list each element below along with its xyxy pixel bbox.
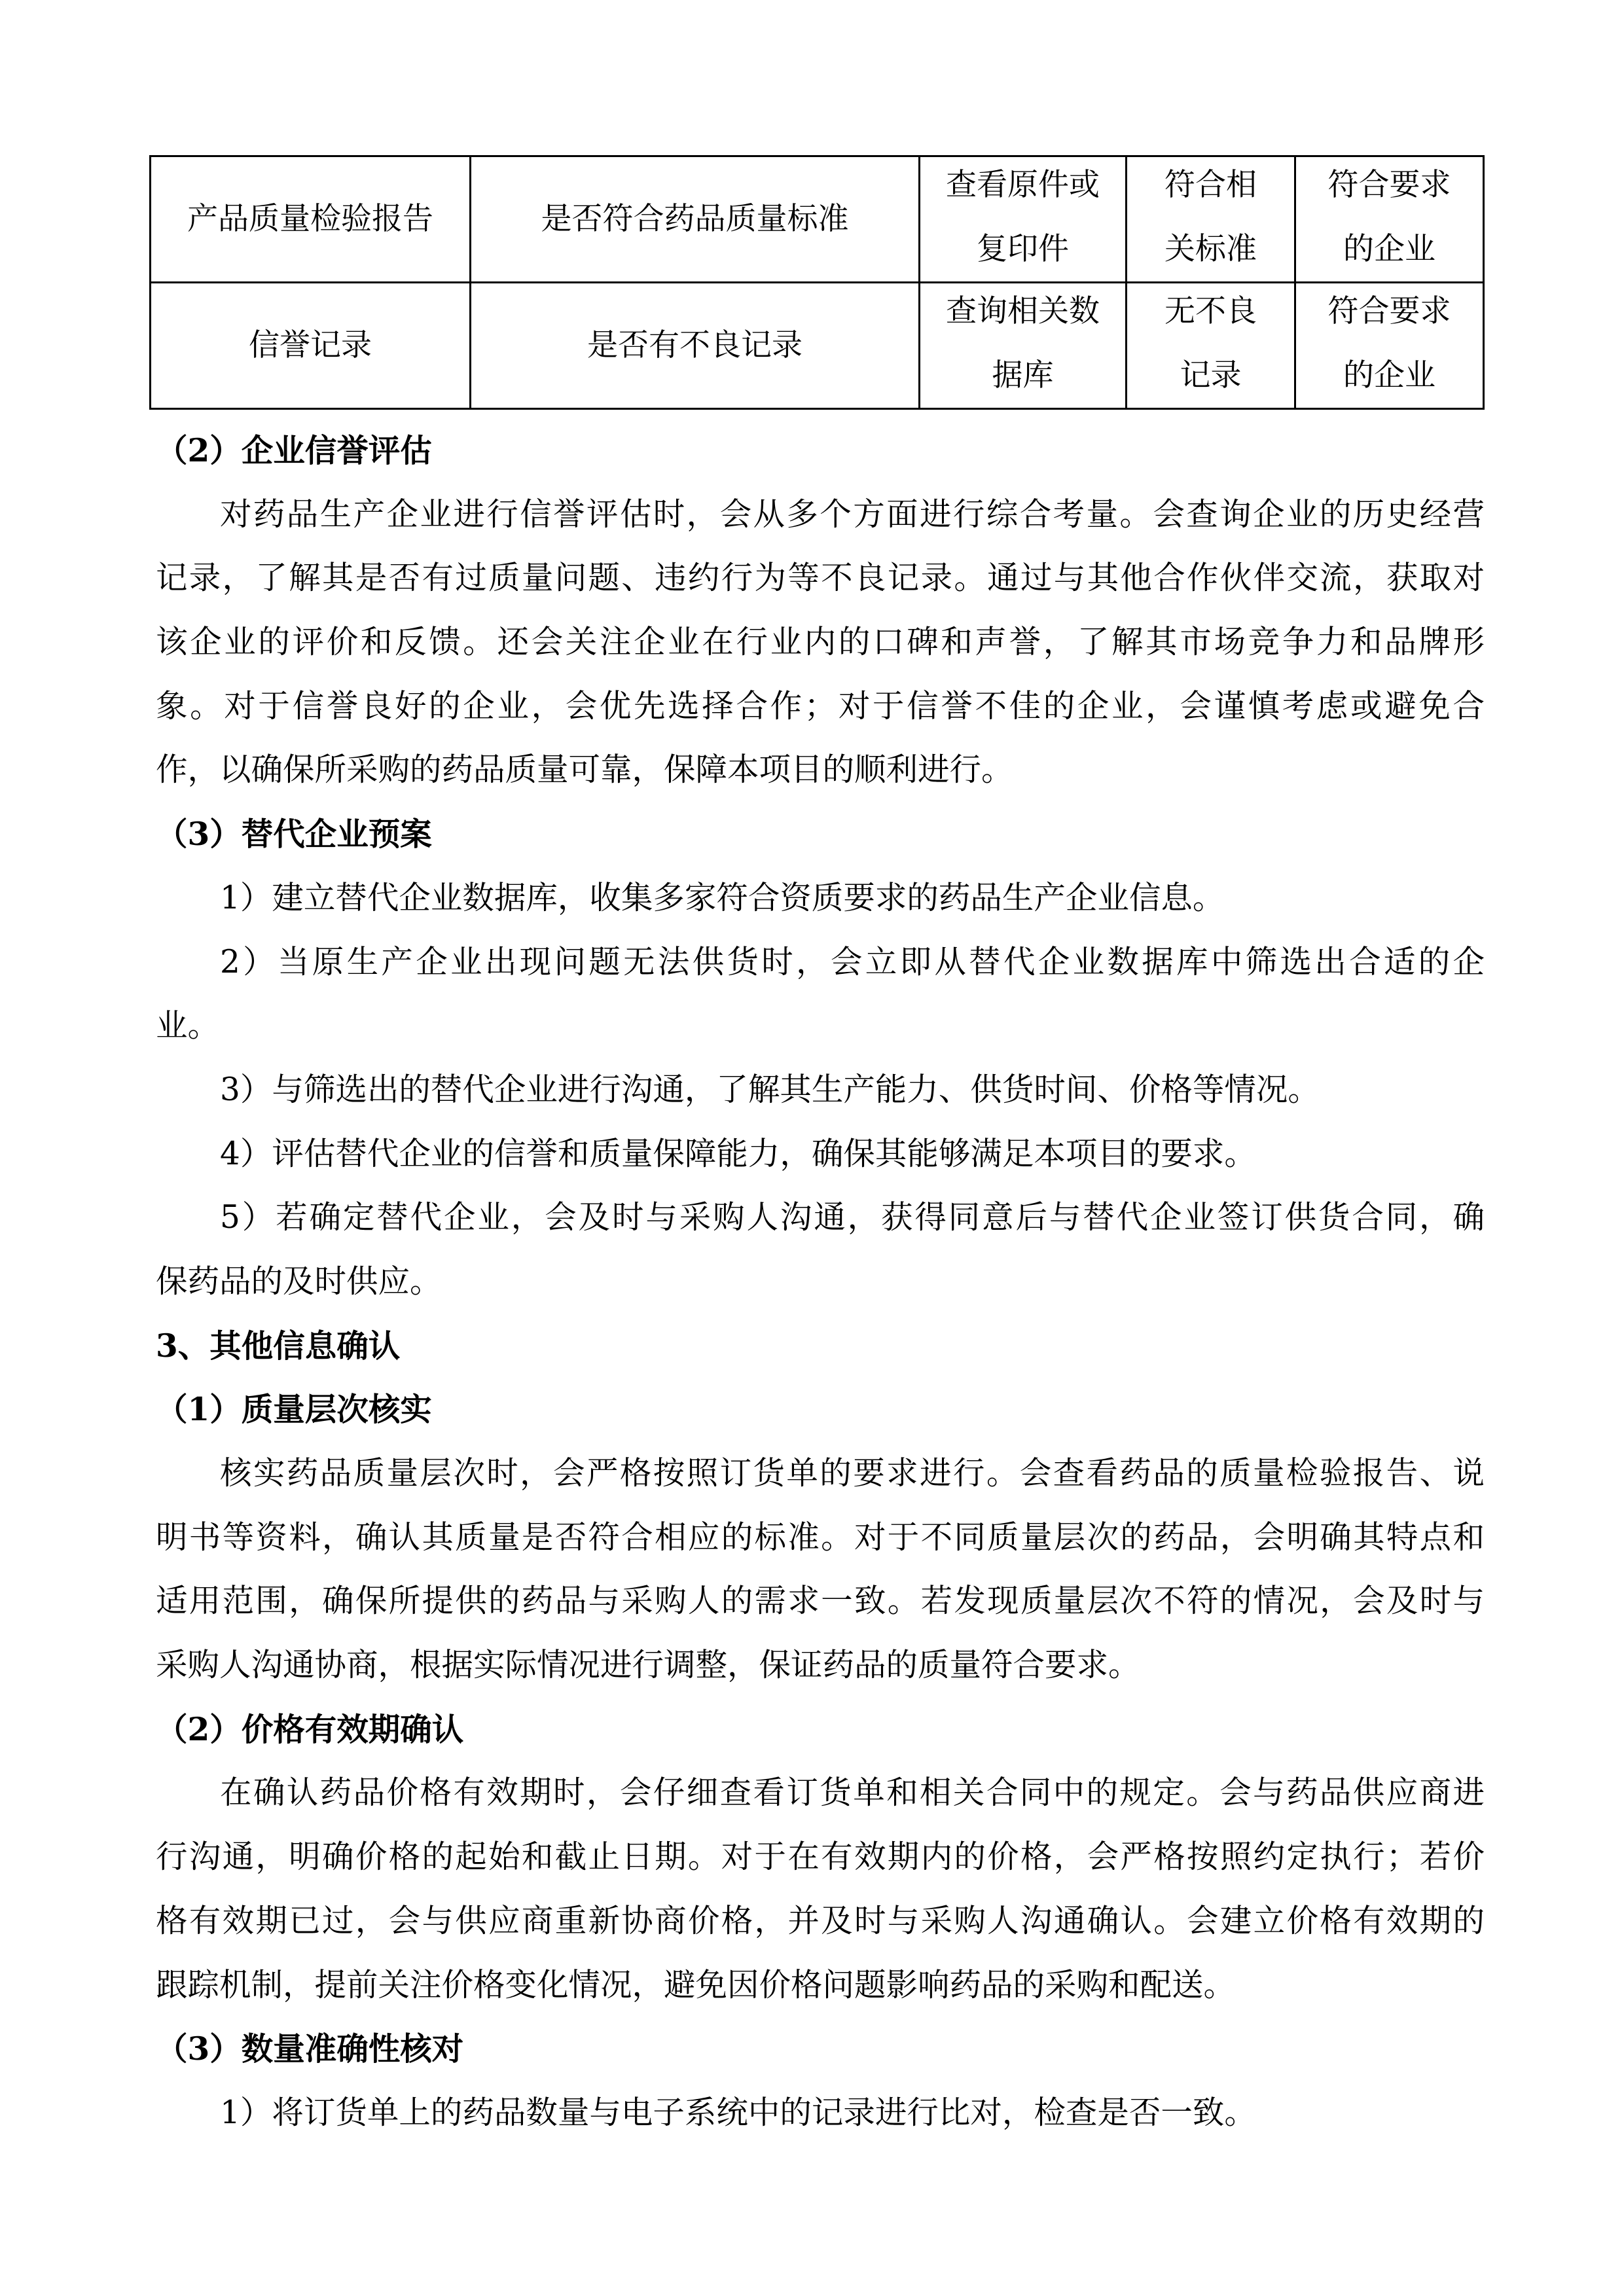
paragraph-line: 采购人沟通协商，根据实际情况进行调整，保证药品的质量符合要求。: [156, 1647, 1140, 1684]
list-item: 4）评估替代企业的信誉和质量保障能力，确保其能够满足本项目的要求。: [220, 1135, 1256, 1172]
section-heading-credit-evaluation: （2）企业信誉评估: [156, 432, 432, 469]
list-item: 3）与筛选出的替代企业进行沟通，了解其生产能力、供货时间、价格等情况。: [220, 1071, 1320, 1108]
paragraph-line: 记录，了解其是否有过质量问题、违约行为等不良记录。通过与其他合作伙伴交流，获取对: [156, 560, 1485, 597]
paragraph-line: 行沟通，明确价格的起始和截止日期。对于在有效期内的价格，会严格按照约定执行；若价: [156, 1839, 1485, 1876]
main-heading-other-info: 3、其他信息确认: [156, 1327, 401, 1365]
paragraph-line: 该企业的评价和反馈。还会关注企业在行业内的口碑和声誉，了解其市场竞争力和品牌形: [156, 624, 1485, 661]
paragraph-line: 象。对于信誉良好的企业，会优先选择合作；对于信誉不佳的企业，会谨慎考虑或避免合: [156, 687, 1485, 725]
list-item-continuation: 保药品的及时供应。: [156, 1263, 442, 1300]
paragraph-line: 核实药品质量层次时，会严格按照订货单的要求进行。会查看药品的质量检验报告、说: [220, 1455, 1485, 1492]
table-cell-content: 是否有不良记录: [471, 283, 920, 409]
table-cell-item: 产品质量检验报告: [151, 156, 471, 283]
paragraph-line: 跟踪机制，提前关注价格变化情况，避免因价格问题影响药品的采购和配送。: [156, 1966, 1236, 2003]
table-row: [151, 283, 1484, 409]
paragraph-line: 适用范围，确保所提供的药品与采购人的需求一致。若发现质量层次不符的情况，会及时与: [156, 1583, 1485, 1620]
table-cell-standard: 符合相 关标准: [1127, 156, 1295, 283]
list-item: 2）当原生产企业出现问题无法供货时，会立即从替代企业数据库中筛选出合适的企: [220, 943, 1485, 980]
table-row: [151, 156, 1484, 283]
list-item-continuation: 业。: [156, 1007, 220, 1045]
table-cell-standard: 无不良 记录: [1127, 283, 1295, 409]
table-cell-result: 符合要求 的企业: [1295, 156, 1484, 283]
paragraph-line: 作，以确保所采购的药品质量可靠，保障本项目的顺利进行。: [156, 751, 1013, 789]
section-heading-quality-level: （1）质量层次核实: [156, 1391, 432, 1429]
paragraph-line: 格有效期已过，会与供应商重新协商价格，并及时与采购人沟通确认。会建立价格有效期的: [156, 1902, 1485, 1939]
table-cell-method: 查询相关数 据库: [920, 283, 1127, 409]
table-cell-content: 是否符合药品质量标准: [471, 156, 920, 283]
qualification-table: [149, 155, 1485, 410]
paragraph-line: 对药品生产企业进行信誉评估时，会从多个方面进行综合考量。会查询企业的历史经营: [220, 495, 1485, 533]
table-cell-result: 符合要求 的企业: [1295, 283, 1484, 409]
table-cell-item: 信誉记录: [151, 283, 471, 409]
section-heading-alternative-plan: （3）替代企业预案: [156, 816, 432, 853]
list-item: 5）若确定替代企业，会及时与采购人沟通，获得同意后与替代企业签订供货合同，确: [220, 1199, 1485, 1236]
section-heading-price-validity: （2）价格有效期确认: [156, 1710, 464, 1748]
paragraph-line: 明书等资料，确认其质量是否符合相应的标准。对于不同质量层次的药品，会明确其特点和: [156, 1518, 1485, 1556]
document-body: [156, 419, 1485, 2145]
list-item: 1）建立替代企业数据库，收集多家符合资质要求的药品生产企业信息。: [220, 879, 1225, 916]
table-cell-method: 查看原件或 复印件: [920, 156, 1127, 283]
list-item: 1）将订货单上的药品数量与电子系统中的记录进行比对，检查是否一致。: [220, 2094, 1256, 2131]
section-heading-quantity-check: （3）数量准确性核对: [156, 2030, 464, 2068]
paragraph-line: 在确认药品价格有效期时，会仔细查看订货单和相关合同中的规定。会与药品供应商进: [220, 1774, 1485, 1812]
